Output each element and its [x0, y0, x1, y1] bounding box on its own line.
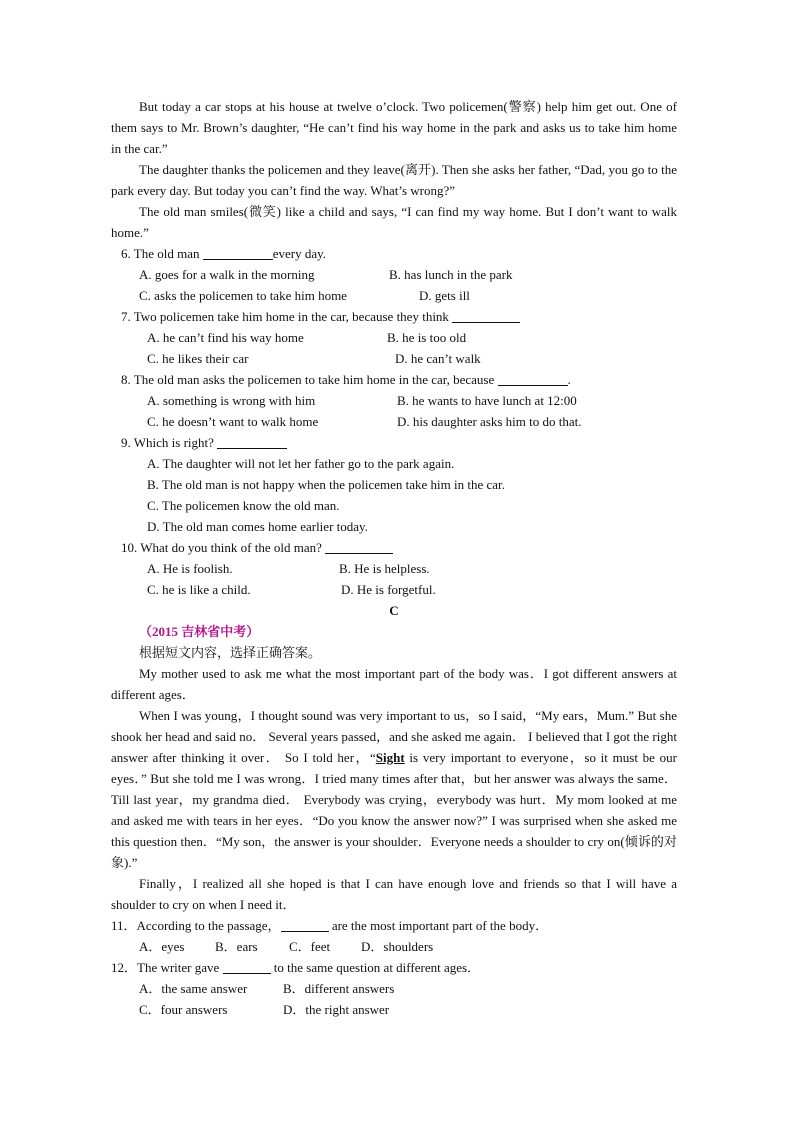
option-a: A. He is foolish.: [147, 561, 233, 576]
option-a: A．the same answer: [139, 981, 248, 996]
question-10: [111, 537, 677, 558]
options-row: [111, 411, 677, 432]
question-stem: 10. What do you think of the old man?: [121, 540, 326, 555]
question-stem-end: .: [567, 372, 571, 387]
option-b: B. he is too old: [387, 330, 467, 345]
question-12: [111, 957, 677, 978]
question-11: [111, 915, 677, 936]
document-page: [111, 96, 677, 1020]
option-b: B．different answers: [283, 981, 395, 996]
option-d: D. The old man comes home earlier today.: [147, 519, 368, 534]
options-row: [111, 285, 677, 306]
passage-paragraph: The daughter thanks the policemen and they leave(离开). Then she asks her father, “Dad, you go to the park every day. But today you can’t find the way. What’s wrong?”: [111, 162, 677, 198]
question-stem-end: every day.: [272, 246, 327, 261]
options-row: [111, 999, 677, 1020]
question-7: [111, 306, 677, 327]
option-d: D. gets ill: [419, 288, 470, 303]
option-b: B. he wants to have lunch at 12:00: [397, 393, 577, 408]
question-stem-end: to the same question at different ages．: [270, 960, 481, 975]
instruction-text: 根据短文内容，选择正确答案。: [139, 645, 322, 660]
option-a: A．eyes: [139, 939, 185, 954]
option-c: C．feet: [289, 939, 331, 954]
answer-blank: [281, 917, 329, 932]
section-label: C: [389, 603, 399, 618]
answer-blank: [498, 371, 568, 386]
option-c: C. he is like a child.: [147, 582, 251, 597]
source-label: （2015 吉林省中考）: [139, 624, 260, 639]
options-row: [111, 264, 677, 285]
options-row: [111, 558, 677, 579]
passage-paragraph: My mother used to ask me what the most important part of the body was．I got different answers at different ages．: [111, 666, 677, 702]
option-d: D．shoulders: [361, 939, 434, 954]
options-row: [111, 936, 677, 957]
option-d: D. He is forgetful.: [341, 582, 436, 597]
option-a: A. something is wrong with him: [147, 393, 316, 408]
option-c: C. he likes their car: [147, 351, 249, 366]
option-b: B. The old man is not happy when the policemen take him in the car.: [147, 477, 505, 492]
options-row: [111, 327, 677, 348]
question-9: [111, 432, 677, 453]
options-row: [111, 348, 677, 369]
option-b: B．ears: [215, 939, 258, 954]
answer-blank: [223, 959, 271, 974]
passage-paragraph: But today a car stops at his house at twelve o’clock. Two policemen(警察) help him get out. One of them says to Mr. Brown’s daughter, “He can’t find his way home in the park and asks us to take him home in the car.”: [111, 99, 677, 156]
answer-blank: [217, 434, 287, 449]
passage-text: is very important to everyone，so it must be our eyes．” But she told me I was wrong．I tried many times after that，but her answer was always the same． Till last year，my grandma died． Everybody was crying，everybody was hurt．My mom looked at me and asked me with tears in her eyes．“Do you know the answer now?” I was surprised when she asked me this question then．“My son，the answer is your shoulder．Everyone needs a shoulder to cry on(倾诉的对象).”: [111, 750, 677, 870]
passage-paragraph: [111, 705, 677, 873]
options-row: [111, 390, 677, 411]
options-row: [111, 579, 677, 600]
question-stem: 11．According to the passage，: [111, 918, 281, 933]
passage-text: When I was young，I thought sound was very important to us，so I said，“My ears，Mum.” But she shook her head and said no． Several years passed，and she asked me again． I believed that I got the right answer after thinking it over． So I told her，“: [111, 708, 677, 765]
passage-paragraph: Finally，I realized all she hoped is that I can have enough love and friends so that I will have a shoulder to cry on when I need it．: [111, 876, 677, 912]
option-d: D. his daughter asks him to do that.: [397, 414, 582, 429]
options-row: [111, 978, 677, 999]
question-stem: 7. Two policemen take him home in the car, because they think: [121, 309, 453, 324]
passage-paragraph: The old man smiles(微笑) like a child and says, “I can find my way home. But I don’t want to walk home.”: [111, 204, 677, 240]
option-b: B. He is helpless.: [339, 561, 430, 576]
option-a: A. he can’t find his way home: [147, 330, 304, 345]
question-stem-end: are the most important part of the body．: [328, 918, 549, 933]
option-d: D．the right answer: [283, 1002, 390, 1017]
option-c: C．four answers: [139, 1002, 228, 1017]
option-b: B. has lunch in the park: [389, 267, 513, 282]
question-stem: 9. Which is right?: [121, 435, 218, 450]
option-c: C. he doesn’t want to walk home: [147, 414, 319, 429]
answer-blank: [325, 539, 393, 554]
option-c: C. asks the policemen to take him home: [139, 288, 347, 303]
answer-blank: [452, 308, 520, 323]
underlined-word: Sight: [375, 750, 405, 765]
question-stem: 12．The writer gave: [111, 960, 223, 975]
question-stem: 8. The old man asks the policemen to take him home in the car, because: [121, 372, 498, 387]
question-8: [111, 369, 677, 390]
answer-blank: [203, 245, 273, 260]
question-6: [111, 243, 677, 264]
question-stem: 6. The old man: [121, 246, 203, 261]
option-a: A. The daughter will not let her father go to the park again.: [147, 456, 455, 471]
option-d: D. he can’t walk: [395, 351, 481, 366]
option-c: C. The policemen know the old man.: [147, 498, 340, 513]
option-a: A. goes for a walk in the morning: [139, 267, 315, 282]
